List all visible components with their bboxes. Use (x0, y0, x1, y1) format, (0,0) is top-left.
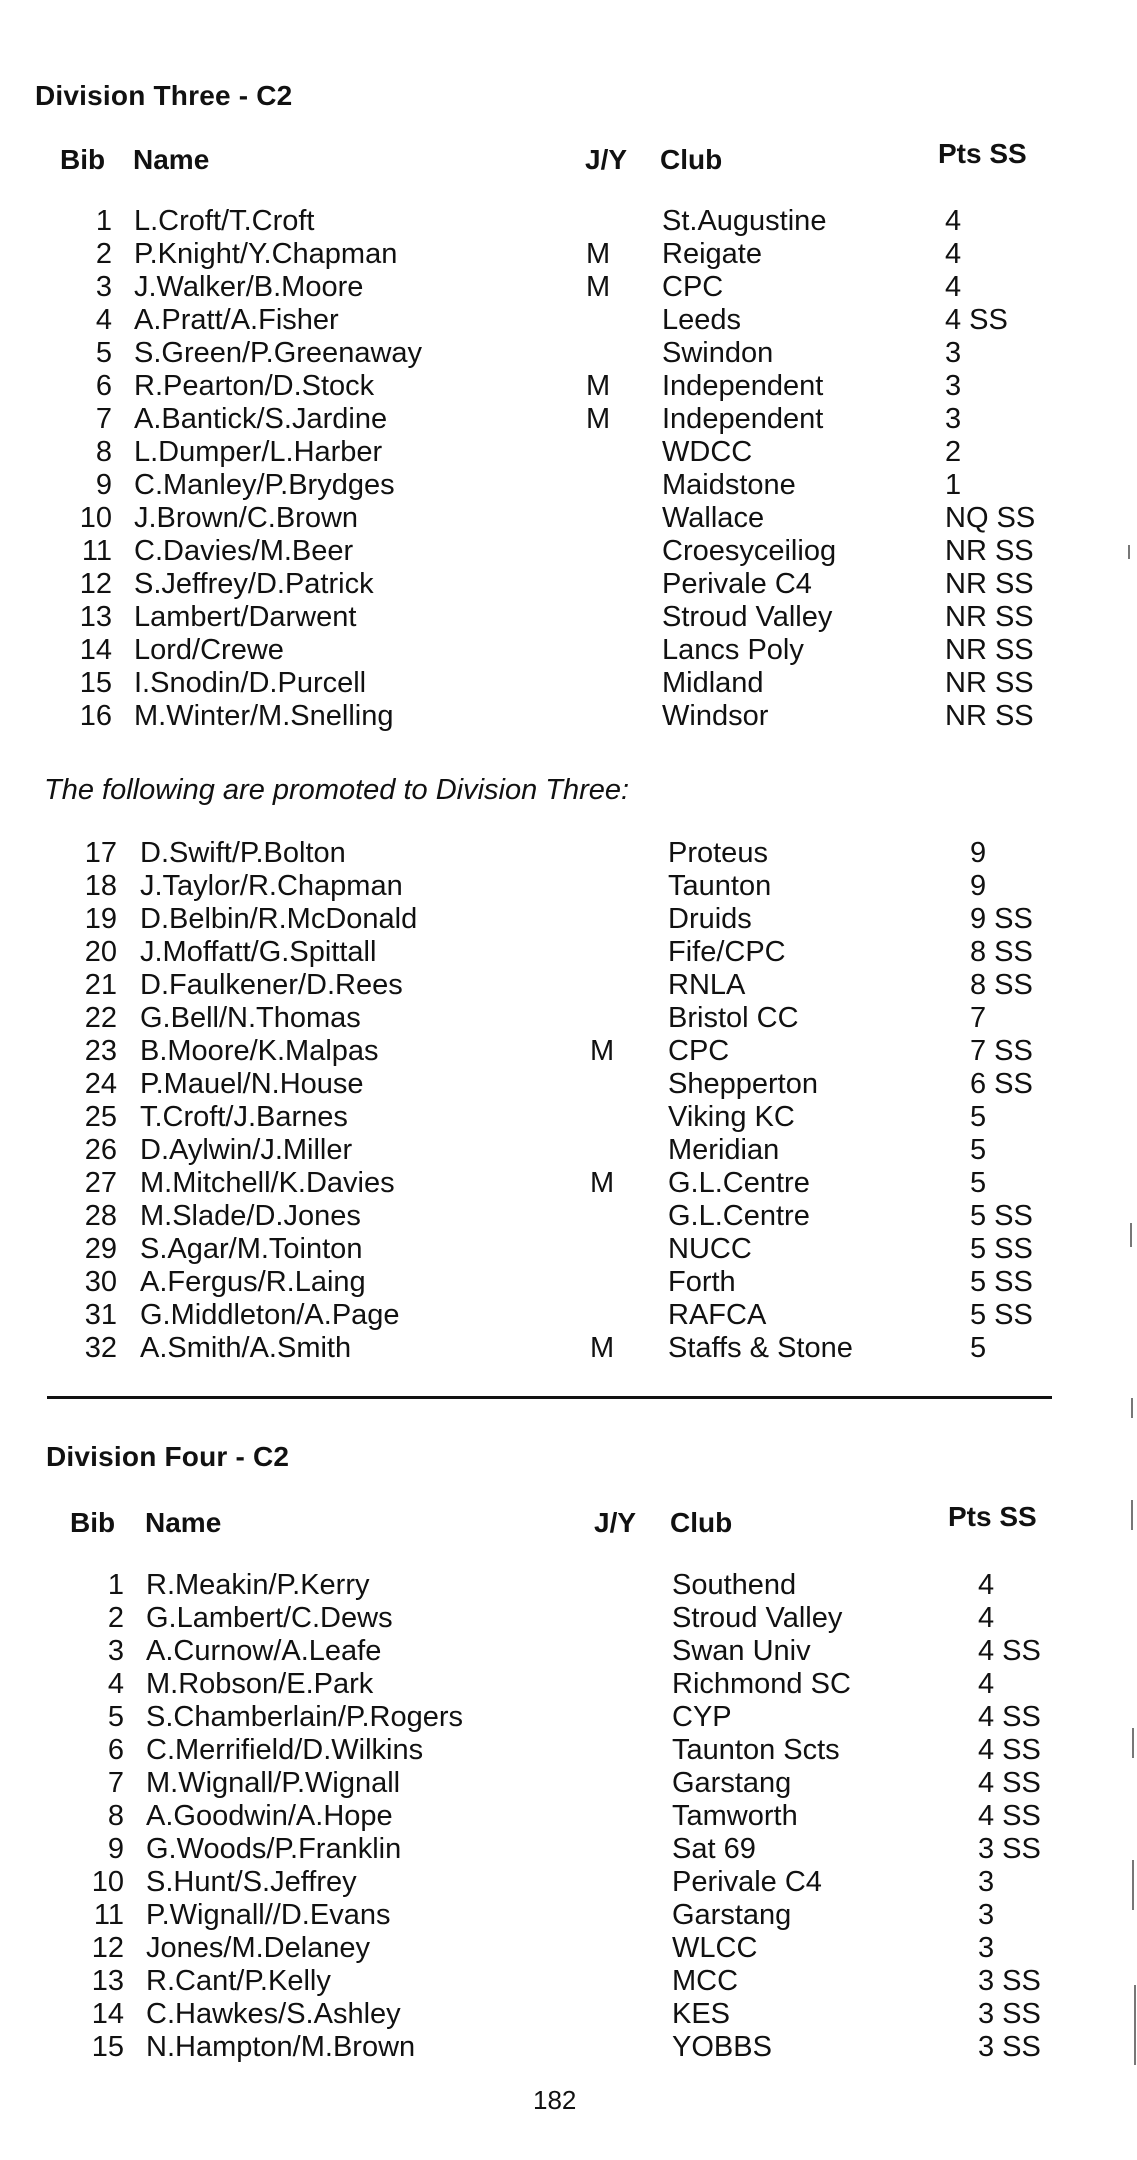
table-row (0, 837, 1100, 870)
cell-bib: 20 (84, 936, 117, 968)
cell-pts: 7 SS (970, 1035, 1033, 1067)
cell-pts: 3 SS (978, 1998, 1041, 2030)
table-row (0, 1932, 1100, 1965)
cell-club: Sat 69 (672, 1833, 756, 1865)
table-row (0, 1332, 1100, 1365)
cell-bib: 14 (91, 1998, 124, 2030)
cell-pts: 8 SS (970, 969, 1033, 1001)
table-row (0, 1998, 1100, 2031)
cell-club: Tamworth (672, 1800, 798, 1832)
cell-club: Bristol CC (668, 1002, 799, 1034)
cell-name: D.Aylwin/J.Miller (140, 1134, 353, 1166)
cell-club: WLCC (672, 1932, 758, 1964)
cell-club: G.L.Centre (668, 1200, 810, 1232)
cell-club: Stroud Valley (672, 1602, 843, 1634)
table-row (0, 1233, 1100, 1266)
cell-bib: 1 (107, 1569, 124, 1601)
cell-name: G.Middleton/A.Page (140, 1299, 400, 1331)
promoted-note: The following are promoted to Division Three: (44, 774, 630, 806)
cell-pts: NQ SS (945, 502, 1036, 534)
cell-club: Forth (668, 1266, 736, 1298)
cell-name: R.Meakin/P.Kerry (146, 1569, 370, 1601)
cell-club: Taunton (668, 870, 772, 902)
cell-name: P.Wignall//D.Evans (146, 1899, 391, 1931)
table-row (0, 436, 1100, 469)
header-name: Name (145, 1507, 222, 1538)
cell-pts: 8 SS (970, 936, 1033, 968)
table-row (0, 337, 1100, 370)
cell-club: Viking KC (668, 1101, 795, 1133)
cell-bib: 29 (84, 1233, 117, 1265)
scan-mark (1132, 1728, 1134, 1758)
cell-name: M.Mitchell/K.Davies (140, 1167, 395, 1199)
table-row (0, 903, 1100, 936)
cell-bib: 28 (84, 1200, 117, 1232)
table-row (0, 271, 1100, 304)
table-row (0, 1200, 1100, 1233)
cell-pts: NR SS (945, 700, 1034, 732)
cell-pts: 5 SS (970, 1299, 1033, 1331)
cell-jy: M (590, 1035, 615, 1067)
scan-mark (1130, 1223, 1132, 1247)
cell-bib: 8 (95, 436, 112, 468)
cell-pts: 3 SS (978, 1833, 1041, 1865)
cell-name: A.Bantick/S.Jardine (134, 403, 388, 435)
cell-club: Druids (668, 903, 752, 935)
cell-pts: 5 (970, 1134, 987, 1166)
cell-pts: 4 SS (978, 1767, 1041, 1799)
cell-bib: 19 (84, 903, 117, 935)
division-four-title: Division Four - C2 (46, 1441, 290, 1472)
cell-bib: 1 (95, 205, 112, 237)
table-row (0, 870, 1100, 903)
cell-name: M.Robson/E.Park (146, 1668, 374, 1700)
cell-club: Windsor (662, 700, 769, 732)
cell-pts: 3 (945, 337, 962, 369)
cell-bib: 2 (107, 1602, 124, 1634)
cell-bib: 11 (93, 1899, 124, 1931)
cell-pts: 1 (945, 469, 962, 501)
table-row (0, 1965, 1100, 1998)
cell-club: Perivale C4 (672, 1866, 822, 1898)
cell-club: Maidstone (662, 469, 796, 501)
cell-club: Proteus (668, 837, 768, 869)
table-row (0, 469, 1100, 502)
cell-name: G.Lambert/C.Dews (146, 1602, 393, 1634)
cell-bib: 8 (107, 1800, 124, 1832)
cell-pts: 3 (945, 370, 962, 402)
cell-pts: 5 SS (970, 1266, 1033, 1298)
cell-pts: 4 SS (945, 304, 1008, 336)
table-row (0, 936, 1100, 969)
table-row (0, 370, 1100, 403)
table-row (0, 1866, 1100, 1899)
cell-club: Midland (662, 667, 764, 699)
cell-pts: 4 (978, 1668, 995, 1700)
cell-pts: 4 (978, 1602, 995, 1634)
cell-name: L.Dumper/L.Harber (134, 436, 383, 468)
cell-bib: 4 (95, 304, 112, 336)
table-row (0, 568, 1100, 601)
cell-bib: 32 (84, 1332, 117, 1364)
table-row (0, 2031, 1100, 2064)
section-divider (47, 1396, 1052, 1399)
cell-pts: NR SS (945, 601, 1034, 633)
cell-club: Meridian (668, 1134, 780, 1166)
cell-club: WDCC (662, 436, 753, 468)
cell-club: Stroud Valley (662, 601, 833, 633)
cell-bib: 16 (79, 700, 112, 732)
cell-pts: NR SS (945, 535, 1034, 567)
cell-club: Garstang (672, 1767, 792, 1799)
cell-name: D.Belbin/R.McDonald (140, 903, 418, 935)
cell-name: A.Smith/A.Smith (140, 1332, 352, 1364)
division-four-table (0, 1569, 1100, 2064)
cell-bib: 23 (84, 1035, 117, 1067)
cell-bib: 10 (91, 1866, 124, 1898)
cell-bib: 31 (84, 1299, 117, 1331)
table-row (0, 1668, 1100, 1701)
cell-club: CPC (662, 271, 724, 303)
cell-name: S.Agar/M.Tointon (140, 1233, 363, 1265)
cell-bib: 7 (107, 1767, 124, 1799)
cell-name: M.Slade/D.Jones (140, 1200, 361, 1232)
cell-club: YOBBS (672, 2031, 772, 2063)
cell-club: NUCC (668, 1233, 752, 1265)
cell-pts: 5 (970, 1101, 987, 1133)
cell-name: S.Hunt/S.Jeffrey (146, 1866, 357, 1898)
cell-name: C.Manley/P.Brydges (134, 469, 395, 501)
cell-name: J.Taylor/R.Chapman (140, 870, 403, 902)
header-bib: Bib (60, 144, 106, 175)
cell-pts: NR SS (945, 667, 1034, 699)
table-row (0, 1602, 1100, 1635)
table-row (0, 403, 1100, 436)
table-row (0, 1767, 1100, 1800)
table-row (0, 1734, 1100, 1767)
cell-pts: 4 SS (978, 1734, 1041, 1766)
cell-bib: 3 (107, 1635, 124, 1667)
cell-jy: M (586, 238, 611, 270)
header-name: Name (133, 144, 210, 175)
cell-club: Swan Univ (672, 1635, 811, 1667)
cell-club: KES (672, 1998, 731, 2030)
cell-club: CYP (672, 1701, 732, 1733)
cell-club: Independent (662, 403, 824, 435)
header-club: Club (660, 144, 723, 175)
cell-club: Southend (672, 1569, 797, 1601)
cell-pts: 3 (978, 1899, 995, 1931)
cell-name: A.Curnow/A.Leafe (146, 1635, 382, 1667)
cell-club: Shepperton (668, 1068, 818, 1100)
cell-bib: 6 (107, 1734, 124, 1766)
table-row (0, 1167, 1100, 1200)
cell-bib: 5 (107, 1701, 124, 1733)
page-number: 182 (533, 2085, 577, 2115)
cell-name: L.Croft/T.Croft (134, 205, 315, 237)
cell-club: Perivale C4 (662, 568, 812, 600)
cell-bib: 22 (84, 1002, 117, 1034)
table-row (0, 1899, 1100, 1932)
cell-jy: M (590, 1332, 615, 1364)
cell-pts: 4 (978, 1569, 995, 1601)
table-row (0, 502, 1100, 535)
cell-name: S.Green/P.Greenaway (134, 337, 423, 369)
cell-pts: 4 (945, 205, 962, 237)
cell-pts: 2 (945, 436, 962, 468)
cell-club: Leeds (662, 304, 742, 336)
cell-pts: 3 (978, 1932, 995, 1964)
cell-pts: 3 (978, 1866, 995, 1898)
cell-club: Taunton Scts (672, 1734, 840, 1766)
division-three-header (0, 138, 1100, 178)
promoted-table (0, 837, 1100, 1365)
cell-pts: 4 (945, 271, 962, 303)
cell-club: St.Augustine (662, 205, 827, 237)
table-row (0, 667, 1100, 700)
cell-name: A.Pratt/A.Fisher (134, 304, 339, 336)
cell-pts: 3 SS (978, 2031, 1041, 2063)
table-row (0, 1800, 1100, 1833)
cell-bib: 21 (84, 969, 117, 1001)
table-row (0, 1635, 1100, 1668)
cell-bib: 27 (84, 1167, 117, 1199)
cell-jy: M (586, 403, 611, 435)
scan-mark (1131, 1398, 1133, 1418)
table-row (0, 1833, 1100, 1866)
cell-name: S.Jeffrey/D.Patrick (134, 568, 374, 600)
cell-pts: NR SS (945, 568, 1034, 600)
table-row (0, 304, 1100, 337)
cell-club: Swindon (662, 337, 774, 369)
cell-pts: 3 (945, 403, 962, 435)
cell-club: Fife/CPC (668, 936, 786, 968)
cell-name: C.Davies/M.Beer (134, 535, 354, 567)
table-row (0, 1569, 1100, 1602)
cell-bib: 5 (95, 337, 112, 369)
table-row (0, 1266, 1100, 1299)
cell-club: RNLA (668, 969, 746, 1001)
cell-bib: 9 (107, 1833, 124, 1865)
cell-bib: 30 (84, 1266, 117, 1298)
cell-pts: 4 (945, 238, 962, 270)
cell-club: Reigate (662, 238, 762, 270)
cell-name: R.Cant/P.Kelly (146, 1965, 331, 1997)
cell-club: RAFCA (668, 1299, 767, 1331)
cell-club: Wallace (662, 502, 765, 534)
cell-pts: 6 SS (970, 1068, 1033, 1100)
table-row (0, 1002, 1100, 1035)
cell-club: Garstang (672, 1899, 792, 1931)
cell-name: C.Hawkes/S.Ashley (146, 1998, 401, 2030)
cell-bib: 12 (91, 1932, 124, 1964)
cell-name: N.Hampton/M.Brown (146, 2031, 416, 2063)
cell-name: Jones/M.Delaney (146, 1932, 371, 1964)
cell-name: M.Wignall/P.Wignall (146, 1767, 401, 1799)
cell-jy: M (586, 370, 611, 402)
cell-bib: 25 (84, 1101, 117, 1133)
cell-bib: 13 (91, 1965, 124, 1997)
table-row (0, 700, 1100, 733)
cell-club: Croesyceiliog (662, 535, 837, 567)
cell-club: Independent (662, 370, 824, 402)
cell-bib: 15 (91, 2031, 124, 2063)
division-three-title: Division Three - C2 (35, 80, 293, 111)
table-row (0, 238, 1100, 271)
cell-club: CPC (668, 1035, 730, 1067)
table-row (0, 969, 1100, 1002)
cell-pts: 5 SS (970, 1233, 1033, 1265)
cell-bib: 4 (107, 1668, 124, 1700)
cell-name: I.Snodin/D.Purcell (134, 667, 367, 699)
cell-pts: 5 (970, 1332, 987, 1364)
table-row (0, 601, 1100, 634)
cell-name: J.Brown/C.Brown (134, 502, 359, 534)
cell-bib: 13 (79, 601, 112, 633)
header-pts-ss: Pts SS (948, 1501, 1037, 1532)
table-row (0, 1101, 1100, 1134)
table-row (0, 535, 1100, 568)
cell-pts: 9 SS (970, 903, 1033, 935)
cell-bib: 14 (79, 634, 112, 666)
cell-club: MCC (672, 1965, 739, 1997)
cell-bib: 24 (84, 1068, 117, 1100)
header-pts-ss: Pts SS (938, 138, 1027, 169)
cell-bib: 26 (84, 1134, 117, 1166)
table-row (0, 1299, 1100, 1332)
cell-club: Lancs Poly (662, 634, 804, 666)
cell-jy: M (590, 1167, 615, 1199)
cell-name: Lambert/Darwent (134, 601, 357, 633)
cell-club: Staffs & Stone (668, 1332, 853, 1364)
cell-pts: 5 SS (970, 1200, 1033, 1232)
cell-name: R.Pearton/D.Stock (134, 370, 375, 402)
cell-pts: NR SS (945, 634, 1034, 666)
cell-name: P.Mauel/N.House (140, 1068, 364, 1100)
cell-name: T.Croft/J.Barnes (140, 1101, 348, 1133)
cell-club: G.L.Centre (668, 1167, 810, 1199)
scan-mark (1132, 1860, 1134, 1910)
cell-name: D.Swift/P.Bolton (140, 837, 346, 869)
cell-pts: 4 SS (978, 1800, 1041, 1832)
cell-pts: 3 SS (978, 1965, 1041, 1997)
cell-name: Lord/Crewe (134, 634, 284, 666)
table-row (0, 1701, 1100, 1734)
cell-name: P.Knight/Y.Chapman (134, 238, 398, 270)
cell-name: A.Goodwin/A.Hope (146, 1800, 393, 1832)
header-jy: J/Y (585, 144, 628, 175)
cell-name: M.Winter/M.Snelling (134, 700, 394, 732)
cell-pts: 5 (970, 1167, 987, 1199)
cell-club: Richmond SC (672, 1668, 851, 1700)
table-row (0, 1134, 1100, 1167)
cell-bib: 2 (95, 238, 112, 270)
division-three-table (0, 205, 1100, 733)
cell-pts: 9 (970, 837, 987, 869)
cell-bib: 15 (79, 667, 112, 699)
scan-mark (1128, 545, 1130, 559)
cell-pts: 9 (970, 870, 987, 902)
cell-name: G.Woods/P.Franklin (146, 1833, 402, 1865)
cell-bib: 18 (84, 870, 117, 902)
header-club: Club (670, 1507, 733, 1538)
cell-name: J.Moffatt/G.Spittall (140, 936, 377, 968)
cell-bib: 17 (84, 837, 117, 869)
cell-name: B.Moore/K.Malpas (140, 1035, 379, 1067)
header-jy: J/Y (594, 1507, 637, 1538)
cell-pts: 7 (970, 1002, 987, 1034)
cell-name: J.Walker/B.Moore (134, 271, 364, 303)
cell-bib: 3 (95, 271, 112, 303)
cell-bib: 6 (95, 370, 112, 402)
cell-name: C.Merrifield/D.Wilkins (146, 1734, 424, 1766)
scan-mark (1134, 1985, 1136, 2065)
cell-bib: 12 (79, 568, 112, 600)
cell-bib: 9 (95, 469, 112, 501)
table-row (0, 205, 1100, 238)
cell-jy: M (586, 271, 611, 303)
table-row (0, 1035, 1100, 1068)
cell-pts: 4 SS (978, 1701, 1041, 1733)
header-bib: Bib (70, 1507, 116, 1538)
cell-name: S.Chamberlain/P.Rogers (146, 1701, 464, 1733)
table-row (0, 634, 1100, 667)
cell-bib: 7 (95, 403, 112, 435)
cell-bib: 10 (79, 502, 112, 534)
cell-pts: 4 SS (978, 1635, 1041, 1667)
division-four-header (0, 1501, 1100, 1541)
cell-bib: 11 (81, 535, 112, 567)
table-row (0, 1068, 1100, 1101)
cell-name: A.Fergus/R.Laing (140, 1266, 366, 1298)
scan-mark (1131, 1500, 1133, 1530)
cell-name: G.Bell/N.Thomas (140, 1002, 361, 1034)
cell-name: D.Faulkener/D.Rees (140, 969, 403, 1001)
